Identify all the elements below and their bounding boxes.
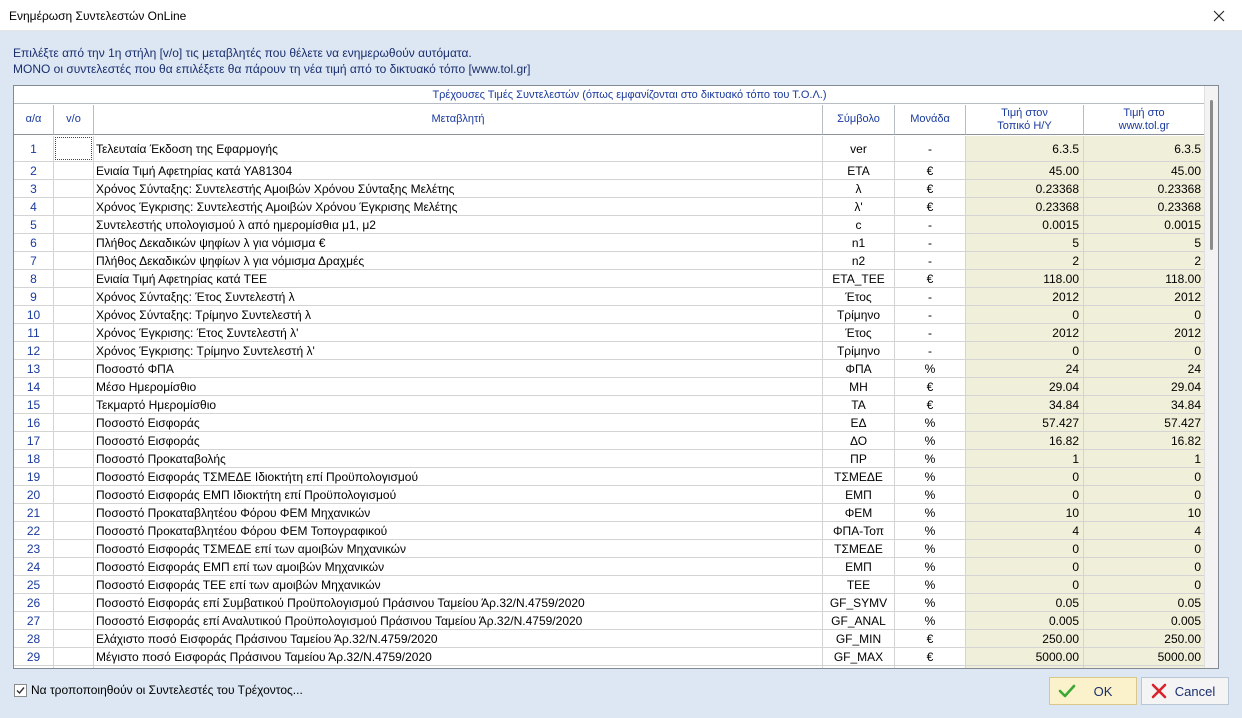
cell-vo-checkbox[interactable]: [54, 504, 94, 521]
cell-aa[interactable]: 3: [14, 180, 54, 197]
ok-label: OK: [1093, 683, 1113, 699]
cell-web-value[interactable]: 4: [1084, 522, 1205, 539]
cell-variable[interactable]: Ελάχιστο ποσό Εισφοράς Πράσινου Ταμείου Άρ.32/Ν.4759/2020: [94, 630, 823, 647]
cell-unit[interactable]: -: [895, 342, 966, 359]
column-header-vo[interactable]: v/o: [54, 105, 94, 135]
cell-unit[interactable]: %: [895, 576, 966, 593]
cell-local-value[interactable]: 0: [966, 468, 1084, 485]
cell-symbol[interactable]: c: [823, 216, 895, 233]
table-row[interactable]: [14, 594, 1205, 612]
cell-vo-checkbox[interactable]: [54, 288, 94, 305]
cell-aa[interactable]: 28: [14, 630, 54, 647]
cell-local-value[interactable]: 2: [966, 252, 1084, 269]
cell-vo-checkbox[interactable]: [54, 450, 94, 467]
cell-unit[interactable]: -: [895, 234, 966, 251]
cell-web-value[interactable]: 6.3.5: [1084, 136, 1205, 161]
cell-symbol[interactable]: n1: [823, 234, 895, 251]
cell-vo-checkbox[interactable]: [54, 432, 94, 449]
cell-vo-checkbox[interactable]: [54, 180, 94, 197]
cell-web-value[interactable]: [1084, 666, 1205, 669]
cell-variable[interactable]: Ποσοστό Εισφοράς: [94, 432, 823, 449]
cell-local-value[interactable]: 2012: [966, 288, 1084, 305]
cell-symbol[interactable]: GF_MIN: [823, 630, 895, 647]
cell-variable[interactable]: Πλήθος Δεκαδικών ψηφίων λ για νόμισμα Δραχμές: [94, 252, 823, 269]
modify-current-label[interactable]: Να τροποποιηθούν οι Συντελεστές του Τρέχοντος...: [31, 683, 303, 697]
cell-web-value[interactable]: 0.23368: [1084, 180, 1205, 197]
cell-unit[interactable]: %: [895, 504, 966, 521]
cell-local-value[interactable]: 4: [966, 522, 1084, 539]
modify-current-checkbox-row[interactable]: [14, 683, 303, 697]
cell-vo-checkbox[interactable]: [54, 666, 94, 669]
title-bar: [0, 0, 1242, 31]
cell-symbol[interactable]: ΕΜΠ: [823, 486, 895, 503]
cell-web-value[interactable]: 5: [1084, 234, 1205, 251]
cell-vo-checkbox[interactable]: [54, 630, 94, 647]
table-row[interactable]: [14, 504, 1205, 522]
cell-variable[interactable]: Μέσο Ημερομίσθιο: [94, 378, 823, 395]
column-header-web-line2: www.tol.gr: [1118, 119, 1170, 132]
close-button[interactable]: [1196, 0, 1242, 31]
cell-local-value[interactable]: 5000.00: [966, 648, 1084, 665]
cell-symbol[interactable]: Έτος: [823, 324, 895, 341]
cell-unit[interactable]: %: [895, 450, 966, 467]
instruction-line-2: ΜΟΝΟ οι συντελεστές που θα επιλέξετε θα πάρουν τη νέα τιμή από το δικτυακό τόπο [www.tol.gr]: [13, 62, 531, 76]
scrollbar-thumb[interactable]: [1210, 100, 1213, 250]
cell-web-value[interactable]: 29.04: [1084, 378, 1205, 395]
cell-vo-checkbox[interactable]: [54, 558, 94, 575]
cell-variable[interactable]: Ποσοστό Εισφοράς ΕΜΠ επί των αμοιβών Μηχανικών: [94, 558, 823, 575]
cell-web-value[interactable]: 118.00: [1084, 270, 1205, 287]
cell-aa[interactable]: 13: [14, 360, 54, 377]
column-header-aa[interactable]: α/α: [14, 105, 54, 135]
cell-symbol[interactable]: ΠΡ: [823, 450, 895, 467]
cell-aa[interactable]: 1: [14, 136, 54, 161]
cell-web-value[interactable]: 57.427: [1084, 414, 1205, 431]
table-row[interactable]: [14, 450, 1205, 468]
cell-vo-checkbox[interactable]: [54, 162, 94, 179]
cell-variable[interactable]: Ποσοστό Εισφοράς επί Συμβατικού Προϋπολογισμού Πράσινου Ταμείου Άρ.32/Ν.4759/2020: [94, 594, 823, 611]
cell-local-value[interactable]: 5: [966, 234, 1084, 251]
cell-web-value[interactable]: 0: [1084, 342, 1205, 359]
cell-variable[interactable]: Ποσοστό Προκαταβλητέου Φόρου ΦΕΜ Τοπογραφικού: [94, 522, 823, 539]
cell-variable[interactable]: Συντελεστής υπολογισμού λ από ημερομίσθια μ1, μ2: [94, 216, 823, 233]
cell-aa[interactable]: 29: [14, 648, 54, 665]
close-icon: [1213, 10, 1225, 22]
cell-web-value[interactable]: 0.05: [1084, 594, 1205, 611]
table-row[interactable]: [14, 558, 1205, 576]
cell-vo-checkbox[interactable]: [54, 396, 94, 413]
cell-symbol[interactable]: ΤΣΜΕΔΕ: [823, 540, 895, 557]
cell-symbol[interactable]: ver: [823, 136, 895, 161]
cell-symbol[interactable]: Τρίμηνο: [823, 306, 895, 323]
cell-web-value[interactable]: 2012: [1084, 288, 1205, 305]
column-header-variable[interactable]: Μεταβλητή: [94, 105, 823, 135]
cell-vo-checkbox[interactable]: [54, 270, 94, 287]
instruction-line-1: Επιλέξτε από την 1η στήλη [v/o] τις μεταβλητές που θέλετε να ενημερωθούν αυτόματα.: [13, 46, 472, 60]
cell-local-value[interactable]: 0: [966, 486, 1084, 503]
table-row[interactable]: [14, 198, 1205, 216]
cell-aa[interactable]: 22: [14, 522, 54, 539]
cell-symbol[interactable]: Τρίμηνο: [823, 342, 895, 359]
table-row[interactable]: [14, 342, 1205, 360]
cell-unit[interactable]: %: [895, 414, 966, 431]
cell-symbol[interactable]: ΦΠΑ-Τοπ: [823, 522, 895, 539]
cell-local-value[interactable]: 6.3.5: [966, 136, 1084, 161]
cell-unit[interactable]: %: [895, 486, 966, 503]
table-row[interactable]: [14, 612, 1205, 630]
cell-unit[interactable]: -: [895, 288, 966, 305]
cell-local-value[interactable]: 2012: [966, 324, 1084, 341]
cell-unit[interactable]: %: [895, 468, 966, 485]
cell-web-value[interactable]: 0: [1084, 468, 1205, 485]
cell-aa[interactable]: 12: [14, 342, 54, 359]
cell-variable[interactable]: Ενιαία Τιμή Αφετηρίας κατά ΤΕΕ: [94, 270, 823, 287]
cell-aa[interactable]: 8: [14, 270, 54, 287]
cell-unit[interactable]: %: [895, 432, 966, 449]
table-row[interactable]: [14, 432, 1205, 450]
cell-unit[interactable]: €: [895, 162, 966, 179]
grid-group-header: Τρέχουσες Τιμές Συντελεστών (όπως εμφανίζονται στο δικτυακό τόπο του Τ.Ο.Λ.): [14, 86, 1205, 104]
column-header-local-line1: Τιμή στον: [1001, 106, 1048, 119]
cancel-button[interactable]: [1141, 677, 1229, 705]
cell-aa[interactable]: 19: [14, 468, 54, 485]
cell-local-value[interactable]: 10: [966, 504, 1084, 521]
cell-vo-checkbox[interactable]: [54, 576, 94, 593]
cell-symbol[interactable]: GF_SYMV: [823, 594, 895, 611]
cell-symbol[interactable]: Έτος: [823, 288, 895, 305]
cell-aa[interactable]: 16: [14, 414, 54, 431]
column-header-local-value[interactable]: [966, 105, 1084, 135]
cell-unit[interactable]: %: [895, 612, 966, 629]
cell-variable[interactable]: Τελευταία Έκδοση της Εφαρμογής: [94, 136, 823, 161]
cell-aa[interactable]: 5: [14, 216, 54, 233]
table-row[interactable]: [14, 360, 1205, 378]
cell-aa[interactable]: 17: [14, 432, 54, 449]
focus-rectangle: [55, 137, 92, 160]
cell-variable[interactable]: Πλήθος Δεκαδικών ψηφίων λ για νόμισμα €: [94, 234, 823, 251]
cell-symbol[interactable]: ΦΠΑ: [823, 360, 895, 377]
cell-vo-checkbox[interactable]: [54, 468, 94, 485]
cell-symbol[interactable]: ΤΣΜΕΔΕ: [823, 468, 895, 485]
cell-aa[interactable]: 23: [14, 540, 54, 557]
cell-vo-checkbox[interactable]: [54, 136, 94, 161]
cell-vo-checkbox[interactable]: [54, 252, 94, 269]
cell-local-value[interactable]: 0.05: [966, 594, 1084, 611]
cell-aa[interactable]: [14, 666, 54, 669]
table-row[interactable]: [14, 234, 1205, 252]
cell-local-value[interactable]: 250.00: [966, 630, 1084, 647]
cell-web-value[interactable]: 0.23368: [1084, 198, 1205, 215]
cell-web-value[interactable]: 2: [1084, 252, 1205, 269]
column-header-web-line1: Τιμή στο: [1123, 106, 1165, 119]
cell-local-value[interactable]: 1: [966, 450, 1084, 467]
cell-local-value[interactable]: 29.04: [966, 378, 1084, 395]
column-header-web-value[interactable]: [1084, 105, 1205, 135]
cell-web-value[interactable]: 5000.00: [1084, 648, 1205, 665]
table-row[interactable]: [14, 648, 1205, 666]
cell-aa[interactable]: 20: [14, 486, 54, 503]
cell-symbol[interactable]: ΕΔ: [823, 414, 895, 431]
cell-variable[interactable]: [94, 666, 823, 669]
cell-web-value[interactable]: 16.82: [1084, 432, 1205, 449]
cell-local-value[interactable]: 118.00: [966, 270, 1084, 287]
cell-web-value[interactable]: 0: [1084, 576, 1205, 593]
cell-symbol[interactable]: GF_MAX: [823, 648, 895, 665]
column-header-symbol[interactable]: Σύμβολο: [823, 105, 895, 135]
cell-variable[interactable]: Ποσοστό Εισφοράς ΤΣΜΕΔΕ επί των αμοιβών Μηχανικών: [94, 540, 823, 557]
cell-aa[interactable]: 11: [14, 324, 54, 341]
table-row[interactable]: [14, 522, 1205, 540]
cell-local-value[interactable]: 16.82: [966, 432, 1084, 449]
cell-aa[interactable]: 9: [14, 288, 54, 305]
cell-vo-checkbox[interactable]: [54, 648, 94, 665]
table-row[interactable]: [14, 136, 1205, 162]
table-row[interactable]: [14, 486, 1205, 504]
cell-local-value[interactable]: 0.0015: [966, 216, 1084, 233]
table-row[interactable]: [14, 666, 1205, 669]
cell-vo-checkbox[interactable]: [54, 360, 94, 377]
cell-aa[interactable]: 4: [14, 198, 54, 215]
cell-vo-checkbox[interactable]: [54, 594, 94, 611]
cell-web-value[interactable]: 0.005: [1084, 612, 1205, 629]
cell-unit[interactable]: -: [895, 306, 966, 323]
table-row[interactable]: [14, 414, 1205, 432]
cell-aa[interactable]: 18: [14, 450, 54, 467]
cell-aa[interactable]: 7: [14, 252, 54, 269]
table-row[interactable]: [14, 252, 1205, 270]
cell-local-value[interactable]: 0.005: [966, 612, 1084, 629]
cell-web-value[interactable]: 10: [1084, 504, 1205, 521]
cell-vo-checkbox[interactable]: [54, 378, 94, 395]
cross-icon: [1148, 680, 1170, 702]
cell-unit[interactable]: €: [895, 378, 966, 395]
cell-vo-checkbox[interactable]: [54, 306, 94, 323]
cell-web-value[interactable]: 0: [1084, 306, 1205, 323]
table-row[interactable]: [14, 576, 1205, 594]
cell-aa[interactable]: 10: [14, 306, 54, 323]
cell-unit[interactable]: %: [895, 558, 966, 575]
cell-web-value[interactable]: 250.00: [1084, 630, 1205, 647]
cell-vo-checkbox[interactable]: [54, 522, 94, 539]
instructions: [13, 45, 531, 77]
table-row[interactable]: [14, 216, 1205, 234]
cell-aa[interactable]: 24: [14, 558, 54, 575]
cell-web-value[interactable]: 0: [1084, 540, 1205, 557]
cell-variable[interactable]: Τεκμαρτό Ημερομίσθιο: [94, 396, 823, 413]
table-row[interactable]: [14, 288, 1205, 306]
cell-local-value[interactable]: 34.84: [966, 396, 1084, 413]
cell-local-value[interactable]: 0: [966, 576, 1084, 593]
table-row[interactable]: [14, 324, 1205, 342]
cell-local-value[interactable]: 0: [966, 342, 1084, 359]
column-header-local-line2: Τοπικό Η/Υ: [997, 119, 1052, 132]
cell-local-value[interactable]: 57.427: [966, 414, 1084, 431]
cell-aa[interactable]: 15: [14, 396, 54, 413]
cell-local-value[interactable]: [966, 666, 1084, 669]
cell-variable[interactable]: Ποσοστό ΦΠΑ: [94, 360, 823, 377]
cell-symbol[interactable]: ΕΤΑ_ΤΕΕ: [823, 270, 895, 287]
cell-aa[interactable]: 21: [14, 504, 54, 521]
cell-web-value[interactable]: 34.84: [1084, 396, 1205, 413]
cell-variable[interactable]: Χρόνος Έγκρισης: Τρίμηνο Συντελεστή λ': [94, 342, 823, 359]
table-row[interactable]: [14, 180, 1205, 198]
table-row[interactable]: [14, 540, 1205, 558]
cell-variable[interactable]: Ποσοστό Προκαταβλητέου Φόρου ΦΕΜ Μηχανικών: [94, 504, 823, 521]
cell-unit[interactable]: €: [895, 270, 966, 287]
checkmark-icon: [15, 685, 26, 696]
cell-unit[interactable]: €: [895, 396, 966, 413]
column-header-unit[interactable]: Μονάδα: [895, 105, 966, 135]
table-row[interactable]: [14, 306, 1205, 324]
cell-aa[interactable]: 25: [14, 576, 54, 593]
cell-variable[interactable]: Χρόνος Έγκρισης: Έτος Συντελεστή λ': [94, 324, 823, 341]
vertical-scrollbar[interactable]: [1204, 86, 1218, 669]
cell-local-value[interactable]: 0: [966, 540, 1084, 557]
cell-variable[interactable]: Χρόνος Έγκρισης: Συντελεστής Αμοιβών Χρόνου Έγκρισης Μελέτης: [94, 198, 823, 215]
cell-unit[interactable]: €: [895, 648, 966, 665]
cell-symbol[interactable]: ΔΟ: [823, 432, 895, 449]
cell-unit[interactable]: %: [895, 594, 966, 611]
cell-variable[interactable]: Ποσοστό Εισφοράς ΤΣΜΕΔΕ Ιδιοκτήτη επί Προϋπολογισμού: [94, 468, 823, 485]
cell-unit[interactable]: €: [895, 630, 966, 647]
ok-button[interactable]: [1049, 677, 1137, 705]
cell-variable[interactable]: Χρόνος Σύνταξης: Τρίμηνο Συντελεστή λ: [94, 306, 823, 323]
cell-symbol[interactable]: ΤΕΕ: [823, 576, 895, 593]
cell-web-value[interactable]: 0: [1084, 558, 1205, 575]
table-row[interactable]: [14, 630, 1205, 648]
cell-symbol[interactable]: ΦΕΜ: [823, 504, 895, 521]
cell-unit[interactable]: €: [895, 198, 966, 215]
cell-variable[interactable]: Ποσοστό Εισφοράς ΤΕΕ επί των αμοιβών Μηχανικών: [94, 576, 823, 593]
cell-symbol[interactable]: [823, 666, 895, 669]
cell-web-value[interactable]: 0.0015: [1084, 216, 1205, 233]
cell-web-value[interactable]: 2012: [1084, 324, 1205, 341]
cell-local-value[interactable]: 0: [966, 306, 1084, 323]
cell-symbol[interactable]: λ: [823, 180, 895, 197]
cell-local-value[interactable]: 24: [966, 360, 1084, 377]
cell-unit[interactable]: [895, 666, 966, 669]
cell-symbol[interactable]: ΤΑ: [823, 396, 895, 413]
check-icon: [1056, 680, 1078, 702]
cell-symbol[interactable]: ΕΤΑ: [823, 162, 895, 179]
cell-aa[interactable]: 6: [14, 234, 54, 251]
cancel-label: Cancel: [1174, 683, 1216, 699]
cell-unit[interactable]: %: [895, 540, 966, 557]
cell-aa[interactable]: 26: [14, 594, 54, 611]
cell-variable[interactable]: Ποσοστό Προκαταβολής: [94, 450, 823, 467]
cell-symbol[interactable]: n2: [823, 252, 895, 269]
cell-aa[interactable]: 27: [14, 612, 54, 629]
cell-local-value[interactable]: 0: [966, 558, 1084, 575]
cell-unit[interactable]: €: [895, 180, 966, 197]
cell-vo-checkbox[interactable]: [54, 486, 94, 503]
cell-local-value[interactable]: 0.23368: [966, 198, 1084, 215]
cell-unit[interactable]: -: [895, 324, 966, 341]
cell-vo-checkbox[interactable]: [54, 216, 94, 233]
table-row[interactable]: [14, 270, 1205, 288]
cell-variable[interactable]: Μέγιστο ποσό Εισφοράς Πράσινου Ταμείου Άρ.32/Ν.4759/2020: [94, 648, 823, 665]
cell-local-value[interactable]: 45.00: [966, 162, 1084, 179]
cell-unit[interactable]: -: [895, 252, 966, 269]
cell-symbol[interactable]: λ': [823, 198, 895, 215]
cell-variable[interactable]: Χρόνος Σύνταξης: Συντελεστής Αμοιβών Χρόνου Σύνταξης Μελέτης: [94, 180, 823, 197]
table-row[interactable]: [14, 396, 1205, 414]
cell-unit[interactable]: -: [895, 136, 966, 161]
cell-unit[interactable]: %: [895, 522, 966, 539]
cell-aa[interactable]: 14: [14, 378, 54, 395]
cell-unit[interactable]: -: [895, 216, 966, 233]
table-row[interactable]: [14, 378, 1205, 396]
cell-web-value[interactable]: 0: [1084, 486, 1205, 503]
cell-variable[interactable]: Ποσοστό Εισφοράς: [94, 414, 823, 431]
table-row[interactable]: [14, 162, 1205, 180]
window-title: Ενημέρωση Συντελεστών OnLine: [9, 9, 187, 23]
cell-variable[interactable]: Ποσοστό Εισφοράς επί Αναλυτικού Προϋπολογισμού Πράσινου Ταμείου Άρ.32/Ν.4759/2020: [94, 612, 823, 629]
cell-symbol[interactable]: ΜΗ: [823, 378, 895, 395]
cell-variable[interactable]: Χρόνος Σύνταξης: Έτος Συντελεστή λ: [94, 288, 823, 305]
cell-vo-checkbox[interactable]: [54, 540, 94, 557]
cell-web-value[interactable]: 1: [1084, 450, 1205, 467]
cell-vo-checkbox[interactable]: [54, 342, 94, 359]
cell-web-value[interactable]: 45.00: [1084, 162, 1205, 179]
cell-vo-checkbox[interactable]: [54, 414, 94, 431]
cell-variable[interactable]: Ενιαία Τιμή Αφετηρίας κατά ΥΑ81304: [94, 162, 823, 179]
cell-vo-checkbox[interactable]: [54, 612, 94, 629]
cell-local-value[interactable]: 0.23368: [966, 180, 1084, 197]
table-row[interactable]: [14, 468, 1205, 486]
modify-current-checkbox[interactable]: [14, 684, 27, 697]
cell-variable[interactable]: Ποσοστό Εισφοράς ΕΜΠ Ιδιοκτήτη επί Προϋπολογισμού: [94, 486, 823, 503]
cell-symbol[interactable]: ΕΜΠ: [823, 558, 895, 575]
cell-unit[interactable]: %: [895, 360, 966, 377]
coefficients-grid[interactable]: [13, 85, 1219, 669]
cell-symbol[interactable]: GF_ANAL: [823, 612, 895, 629]
cell-vo-checkbox[interactable]: [54, 324, 94, 341]
cell-vo-checkbox[interactable]: [54, 198, 94, 215]
cell-aa[interactable]: 2: [14, 162, 54, 179]
cell-vo-checkbox[interactable]: [54, 234, 94, 251]
cell-web-value[interactable]: 24: [1084, 360, 1205, 377]
